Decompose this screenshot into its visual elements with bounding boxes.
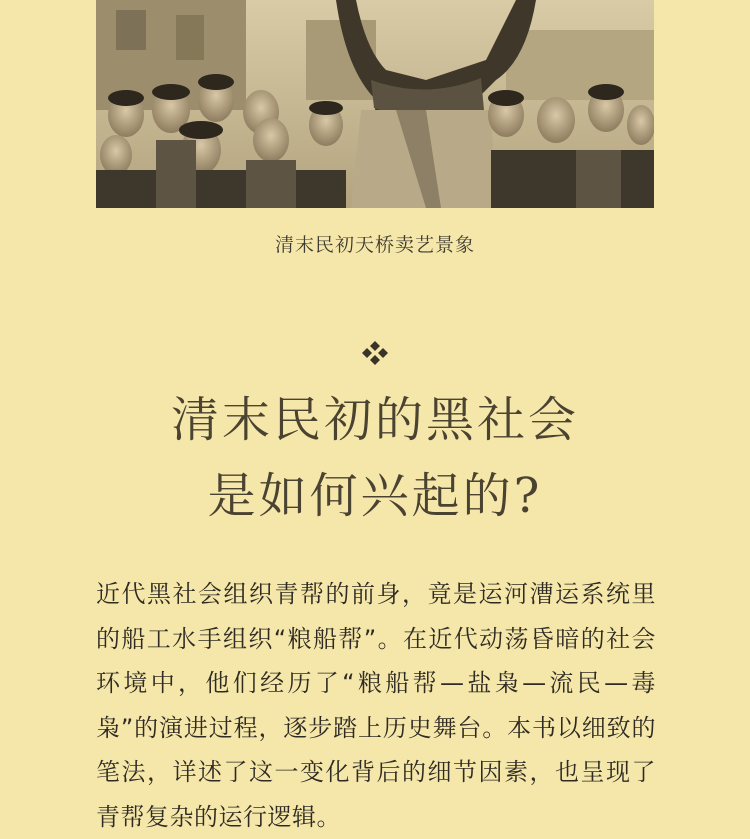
- diamond-ornament-icon: [360, 340, 390, 366]
- crowd-photo-illustration: [96, 0, 654, 208]
- body-paragraph: 近代黑社会组织青帮的前身，竟是运河漕运系统里的船工水手组织“粮船帮”。在近代动荡昏暗的社会环境中，他们经历了“粮船帮—盐枭—流民—毒枭”的演进过程，逐步踏上历史舞台。本书以细致的笔法，详述了这一变化背后的细节因素，也呈现了青帮复杂的运行逻辑。: [96, 580, 656, 831]
- historic-photo: [96, 0, 654, 208]
- headline-line-2: 是如何兴起的?: [207, 468, 543, 524]
- headline-line-1: 清末民初的黑社会: [170, 392, 579, 448]
- photo-caption: 清末民初天桥卖艺景象: [274, 234, 475, 256]
